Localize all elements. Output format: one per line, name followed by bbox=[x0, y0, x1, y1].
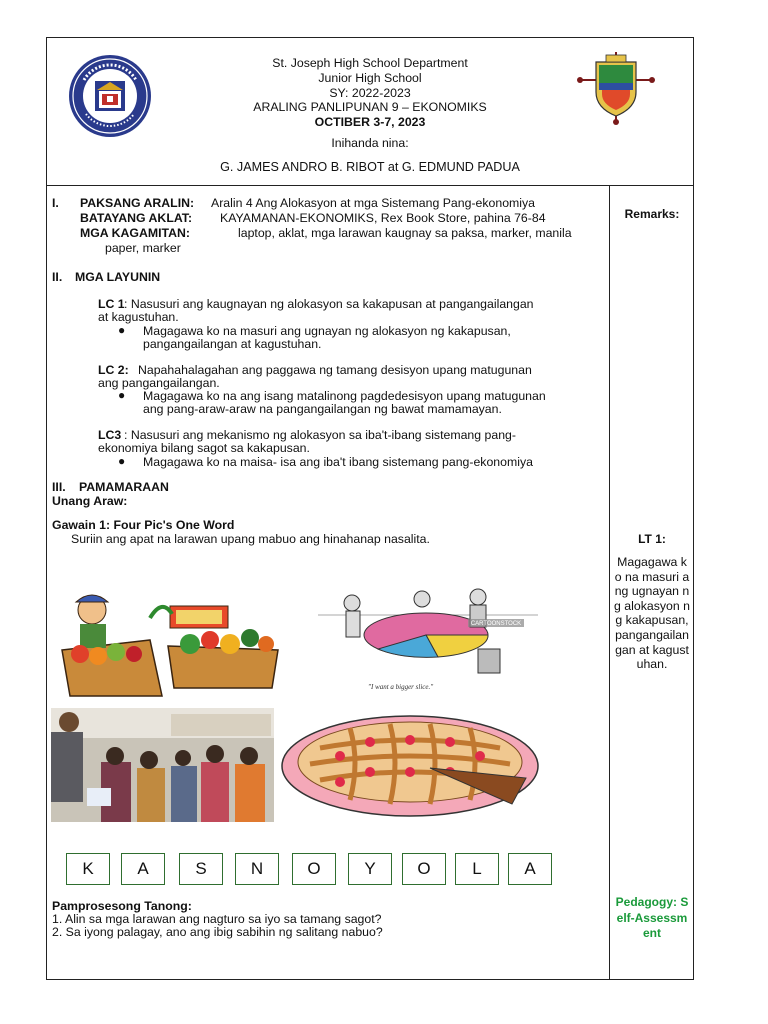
letter-tile-2: A bbox=[121, 853, 165, 885]
cartoon-stamp-text: CARTOONSTOCK bbox=[470, 621, 522, 627]
section-3-title: PAMAMARAAN bbox=[79, 480, 169, 494]
lc3-label: LC3 bbox=[98, 428, 122, 442]
lc3-bullet-line-1: Magagawa ko na maisa- isa ang iba't ibang sistemang pang-ekonomiya bbox=[143, 455, 533, 469]
topic-value: Aralin 4 Ang Alokasyon at mga Sistemang Pang-ekonomiya bbox=[211, 196, 536, 210]
bullet-icon: ● bbox=[118, 323, 126, 337]
remarks-title: Remarks: bbox=[624, 207, 680, 221]
book-value: KAYAMANAN-EKONOMIKS, Rex Book Store, pahina 76-84 bbox=[220, 211, 546, 225]
lc1-label: LC 1 bbox=[98, 297, 125, 311]
letter-tile-3: S bbox=[179, 853, 223, 885]
letter-tile-8: L bbox=[455, 853, 499, 885]
header-school-name: St. Joseph High School Department bbox=[272, 56, 468, 70]
letter-tile-5: O bbox=[292, 853, 336, 885]
letter-tile-1: K bbox=[66, 853, 110, 885]
letter-tile-9: A bbox=[508, 853, 552, 885]
lc2-bullet-line-1: Magagawa ko na ang isang matalinong pagdedesisyon upang matugunan bbox=[143, 389, 546, 403]
materials-value-line-1: laptop, aklat, mga larawan kaugnay sa paksa, marker, manila bbox=[238, 226, 572, 240]
lc2-text-line-2: ang pangangailangan. bbox=[98, 376, 220, 390]
st-joseph-crest-logo bbox=[576, 50, 656, 126]
questions-title: Pamprosesong Tanong: bbox=[52, 899, 192, 913]
activity-instruction: Suriin ang apat na larawan upang mabuo ang hinahanap nasalita. bbox=[71, 532, 430, 546]
book-label: BATAYANG AKLAT: bbox=[80, 211, 193, 225]
letter-tile-6: Y bbox=[348, 853, 392, 885]
activity-title: Gawain 1: Four Pic's One Word bbox=[52, 518, 235, 532]
question-1: 1. Alin sa mga larawan ang nagturo sa iyo sa tamang sagot? bbox=[52, 912, 382, 926]
learning-target-text: Magagawa ko na masuri ang ugnayan ng alokasyon ng kakapusan, pangangailangan at kagustuhan. bbox=[614, 555, 690, 672]
farmers-market-vendor-image bbox=[50, 588, 286, 700]
deped-seal-logo bbox=[68, 54, 152, 138]
topic-label: PAKSANG ARALIN: bbox=[80, 196, 195, 210]
question-2: 2. Sa iyong palagay, ano ang ibig sabihin ng salitang nabuo? bbox=[52, 925, 383, 939]
lc2-bullet-line-2: ang pang-araw-araw na pangangailangan ng bawat mamamayan. bbox=[143, 402, 502, 416]
letter-tile-4: N bbox=[235, 853, 279, 885]
lc1-bullet-line-2: pangangailangan at kagustuhan. bbox=[143, 337, 322, 351]
header-subject: ARALING PANLIPUNAN 9 – EKONOMIKS bbox=[253, 100, 487, 114]
bigger-slice-cartoon-image bbox=[318, 585, 538, 697]
lc2-label: LC 2: bbox=[98, 363, 129, 377]
header-school-year: SY: 2022-2023 bbox=[329, 86, 411, 100]
header-divider bbox=[46, 185, 694, 186]
materials-value-line-2: paper, marker bbox=[105, 241, 181, 255]
header-level: Junior High School bbox=[318, 71, 422, 85]
remarks-column-divider bbox=[609, 185, 610, 980]
lc1-text-line-1: : Nasusuri ang kaugnayan ng alokasyon sa kakapusan at pangangailangan bbox=[124, 297, 534, 311]
relief-distribution-photo bbox=[51, 708, 274, 822]
pie-slice-image bbox=[280, 712, 542, 820]
header-prepared-by-label: Inihanda nina: bbox=[331, 136, 409, 150]
lc3-text-line-2: ekonomiya bilang sagot sa kakapusan. bbox=[98, 441, 310, 455]
lc3-text-line-1: : Nasusuri ang mekanismo ng alokasyon sa iba't-ibang sistemang pang- bbox=[124, 428, 516, 442]
materials-label: MGA KAGAMITAN: bbox=[80, 226, 190, 240]
header-date: OCTIBER 3-7, 2023 bbox=[314, 115, 426, 129]
cartoon-caption: "I want a bigger slice." bbox=[368, 683, 434, 691]
lesson-plan-frame bbox=[46, 37, 694, 980]
pedagogy-note: Pedagogy: Self-Assessment bbox=[615, 895, 689, 940]
section-3-numeral: III. bbox=[52, 480, 66, 494]
bullet-icon: ● bbox=[118, 454, 126, 468]
section-2-title: MGA LAYUNIN bbox=[75, 270, 161, 284]
letter-tile-7: O bbox=[402, 853, 446, 885]
day-label: Unang Araw: bbox=[52, 494, 128, 508]
lc2-text-line-1: Napahahalagahan ang paggawa ng tamang desisyon upang matugunan bbox=[138, 363, 532, 377]
header-teachers: G. JAMES ANDRO B. RIBOT at G. EDMUND PADUA bbox=[220, 160, 520, 174]
learning-target-title: LT 1: bbox=[638, 532, 666, 546]
bullet-icon: ● bbox=[118, 388, 126, 402]
lc1-bullet-line-1: Magagawa ko na masuri ang ugnayan ng alokasyon ng kakapusan, bbox=[143, 324, 511, 338]
lc1-text-line-2: at kagustuhan. bbox=[98, 310, 179, 324]
section-2-numeral: II. bbox=[52, 270, 63, 284]
section-1-numeral: I. bbox=[52, 196, 59, 210]
